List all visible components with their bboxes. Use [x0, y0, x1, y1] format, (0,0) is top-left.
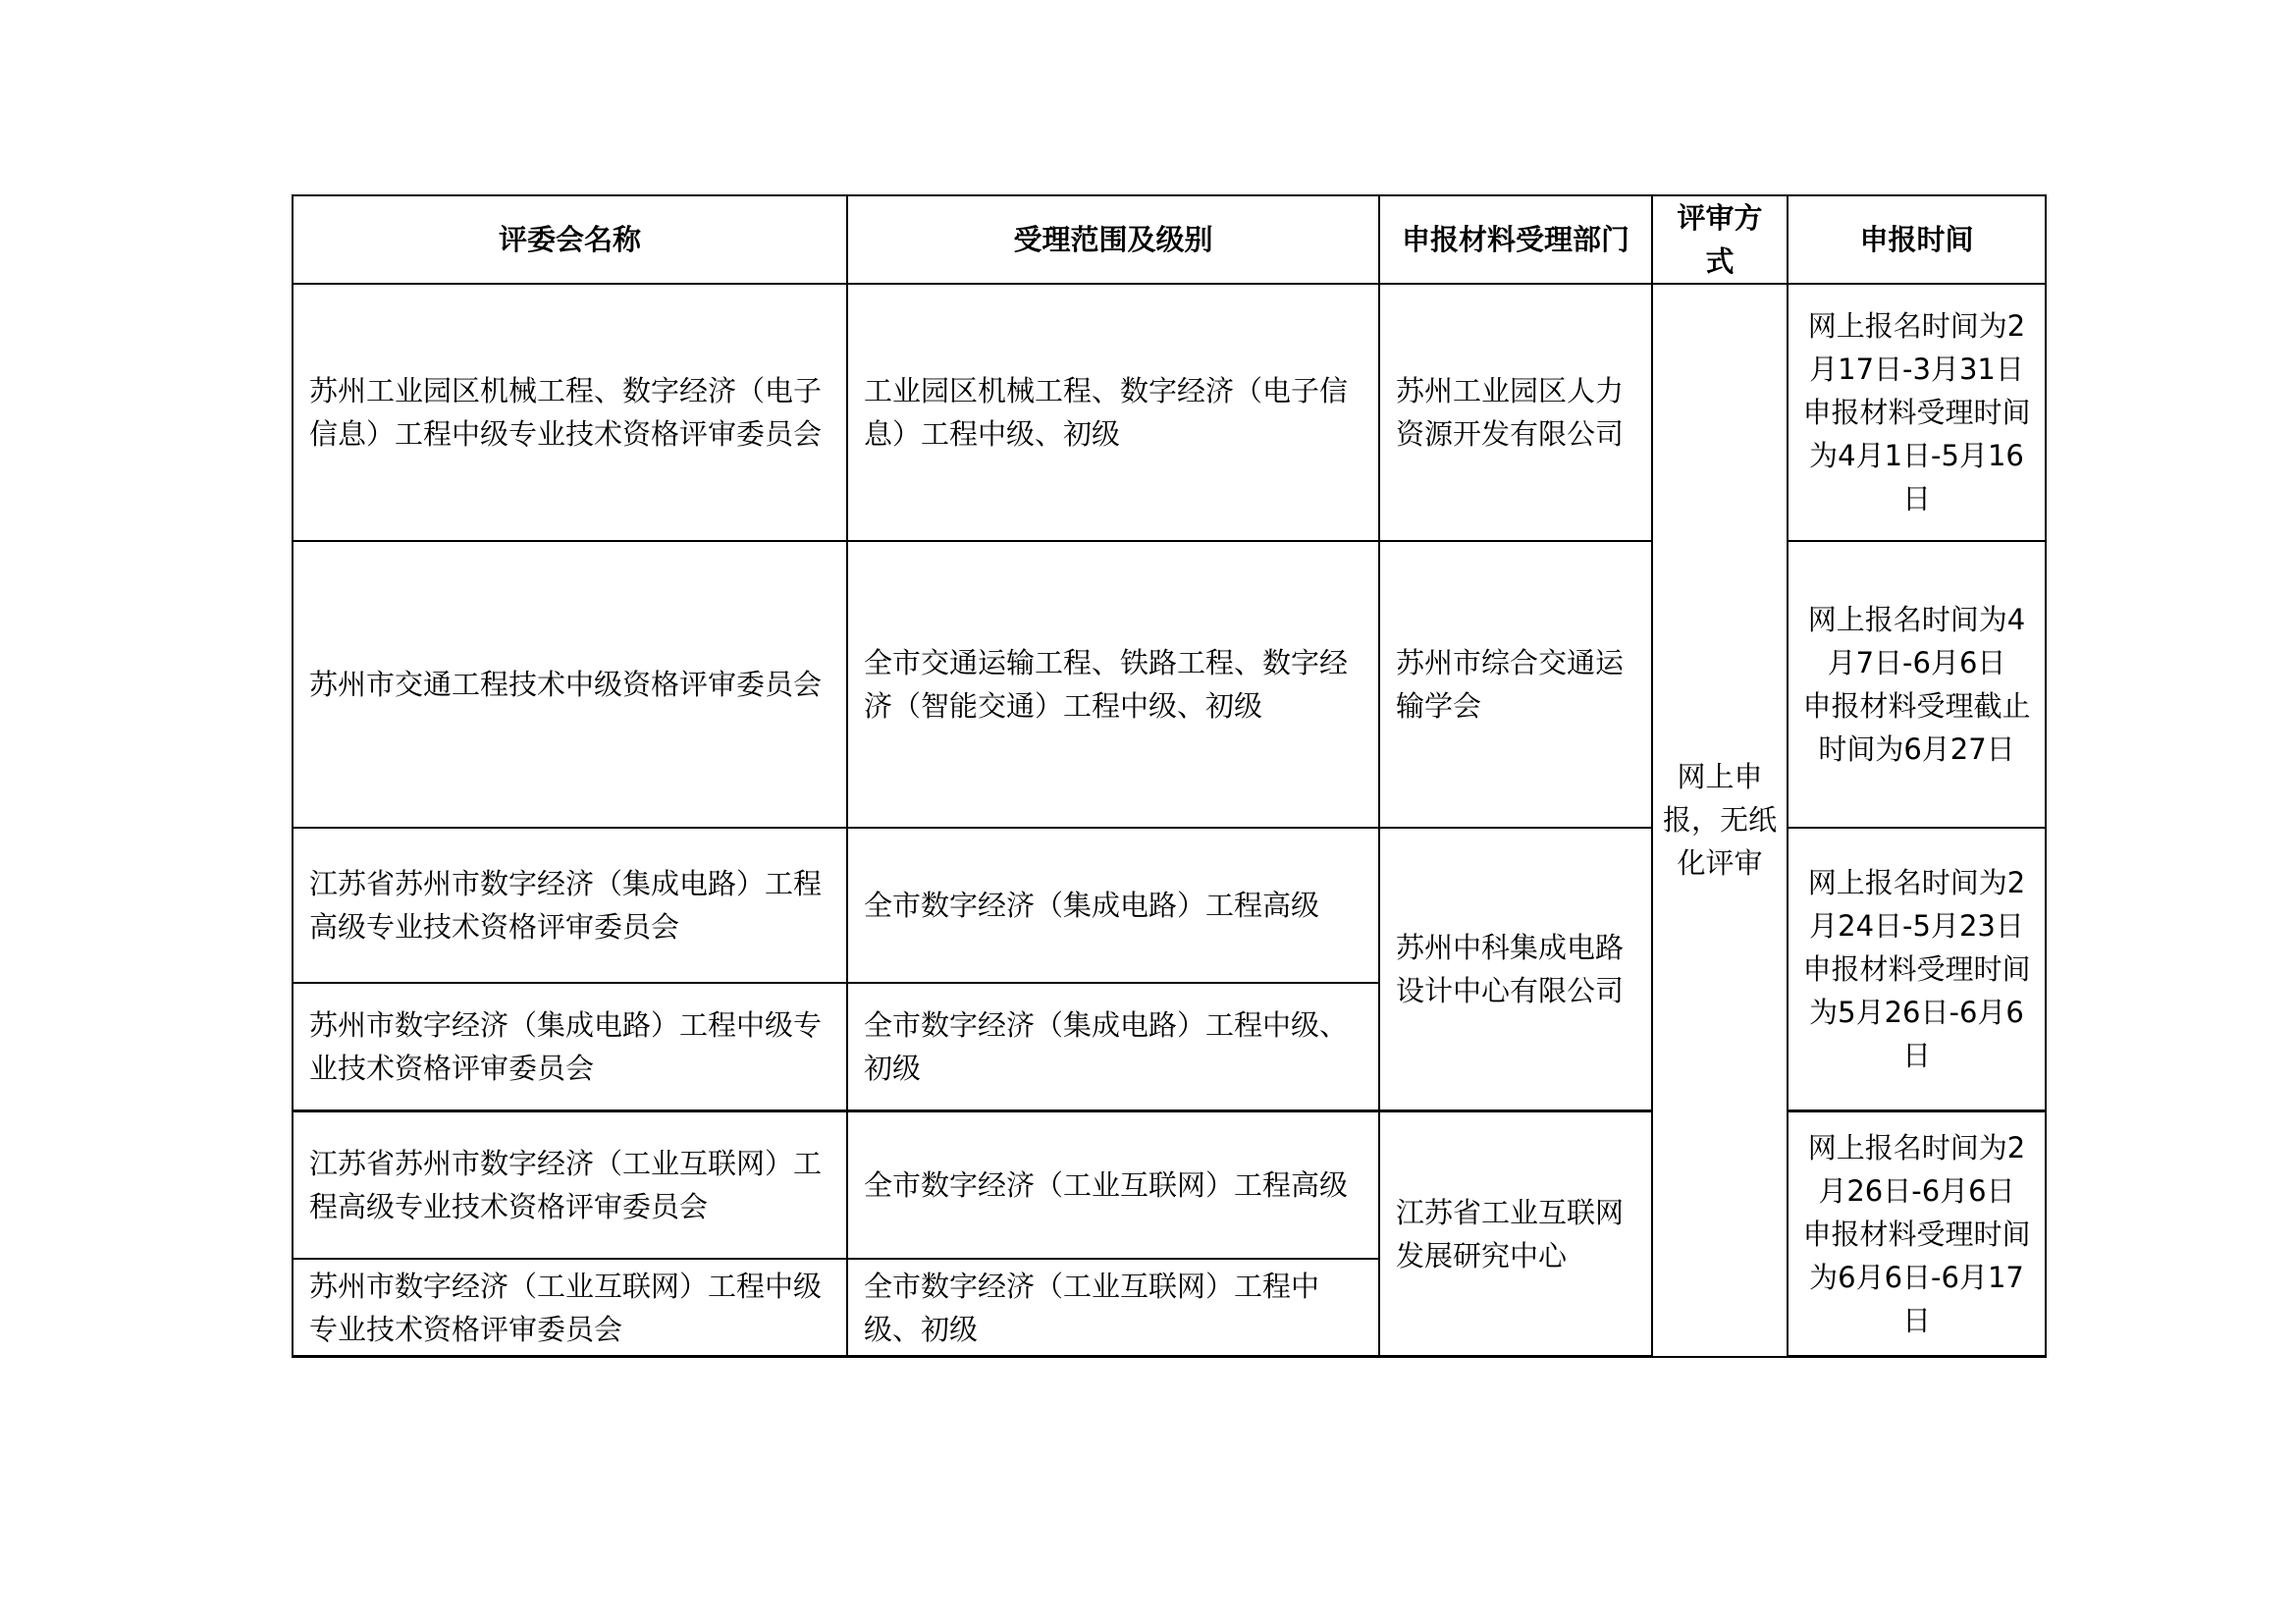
online-registration-time: 网上报名时间为2月17日-3月31日 — [1807, 309, 2026, 386]
committee-name-cell: 苏州工业园区机械工程、数字经济（电子信息）工程中级专业技术资格评审委员会 — [293, 284, 847, 541]
time-cell — [1788, 828, 2046, 1111]
committee-table — [292, 194, 2047, 1358]
scope-cell: 全市数字经济（工业互联网）工程中级、初级 — [847, 1259, 1379, 1357]
scope-cell: 全市数字经济（工业互联网）工程高级 — [847, 1111, 1379, 1260]
header-review-method: 评审方式 — [1652, 195, 1788, 284]
review-method-cell: 网上申报，无纸化评审 — [1652, 284, 1788, 1357]
header-committee-name: 评委会名称 — [293, 195, 847, 284]
committee-name-cell: 苏州市数字经济（工业互联网）工程中级专业技术资格评审委员会 — [293, 1259, 847, 1357]
online-registration-time: 网上报名时间为2月26日-6月6日 — [1807, 1130, 2026, 1208]
table-row — [293, 284, 2046, 541]
committee-name-cell: 苏州市交通工程技术中级资格评审委员会 — [293, 541, 847, 828]
committee-name-cell: 江苏省苏州市数字经济（集成电路）工程高级专业技术资格评审委员会 — [293, 828, 847, 983]
scope-cell: 全市数字经济（集成电路）工程中级、初级 — [847, 983, 1379, 1111]
committee-name-cell: 苏州市数字经济（集成电路）工程中级专业技术资格评审委员会 — [293, 983, 847, 1111]
online-registration-time: 网上报名时间为2月24日-5月23日 — [1807, 866, 2026, 943]
material-acceptance-time: 申报材料受理时间为4月1日-5月16日 — [1802, 396, 2031, 515]
dept-cell: 苏州工业园区人力资源开发有限公司 — [1379, 284, 1652, 541]
material-acceptance-deadline: 申报材料受理截止时间为6月27日 — [1802, 689, 2031, 766]
committee-name-cell: 江苏省苏州市数字经济（工业互联网）工程高级专业技术资格评审委员会 — [293, 1111, 847, 1260]
scope-cell: 全市交通运输工程、铁路工程、数字经济（智能交通）工程中级、初级 — [847, 541, 1379, 828]
scope-cell: 工业园区机械工程、数字经济（电子信息）工程中级、初级 — [847, 284, 1379, 541]
time-cell — [1788, 284, 2046, 541]
header-application-time: 申报时间 — [1788, 195, 2046, 284]
time-cell — [1788, 1111, 2046, 1357]
material-acceptance-time: 申报材料受理时间为6月6日-6月17日 — [1802, 1217, 2031, 1337]
dept-cell: 苏州市综合交通运输学会 — [1379, 541, 1652, 828]
table-header-row — [293, 195, 2046, 284]
dept-cell: 江苏省工业互联网发展研究中心 — [1379, 1111, 1652, 1357]
online-registration-time: 网上报名时间为4月7日-6月6日 — [1807, 603, 2026, 679]
header-scope-level: 受理范围及级别 — [847, 195, 1379, 284]
time-cell — [1788, 541, 2046, 828]
header-receiving-dept: 申报材料受理部门 — [1379, 195, 1652, 284]
scope-cell: 全市数字经济（集成电路）工程高级 — [847, 828, 1379, 983]
material-acceptance-time: 申报材料受理时间为5月26日-6月6日 — [1802, 952, 2031, 1072]
dept-cell: 苏州中科集成电路设计中心有限公司 — [1379, 828, 1652, 1111]
